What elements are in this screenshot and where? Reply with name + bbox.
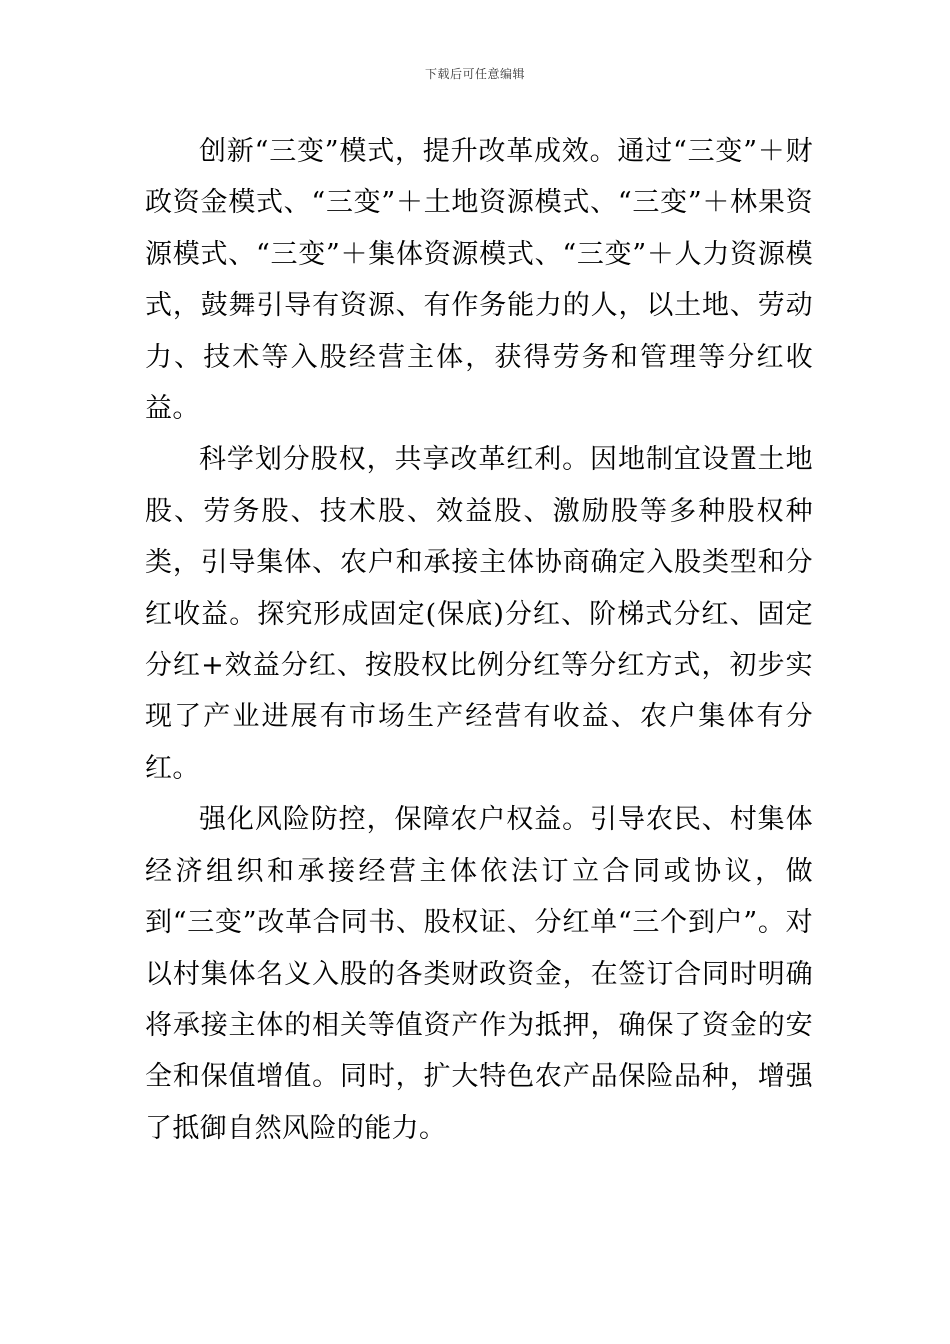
paragraph-equity-division: 科学划分股权，共享改革红利。因地制宜设置土地股、劳务股、技术股、效益股、激励股等多种股权种类，引导集体、农户和承接主体协商确定入股类型和分红收益。探究形成固定(保底)分红、阶梯式分红、固定分红+效益分红、按股权比例分红等分红方式，初步实现了产业进展有市场生产经营有收益、农户集体有分红。 [145, 444, 813, 784]
paragraph-risk-control: 强化风险防控，保障农户权益。引导农民、村集体经济组织和承接经营主体依法订立合同或协议，做到“三变”改革合同书、股权证、分红单“三个到户”。对以村集体名义入股的各类财政资金，在签订合同时明确将承接主体的相关等值资产作为抵押，确保了资金的安全和保值增值。同时，扩大特色农产品保险品种，增强了抵御自然风险的能力。 [145, 804, 813, 1144]
document-body [145, 126, 813, 1154]
header-note: 下载后可任意编辑 [424, 67, 525, 81]
paragraph-sanbian-model: 创新“三变”模式，提升改革成效。通过“三变”＋财政资金模式、“三变”＋土地资源模式、“三变”＋林果资源模式、“三变”＋集体资源模式、“三变”＋人力资源模式，鼓舞引导有资源、有作务能力的人，以土地、劳动力、技术等入股经营主体，获得劳务和管理等分红收益。 [145, 136, 813, 425]
